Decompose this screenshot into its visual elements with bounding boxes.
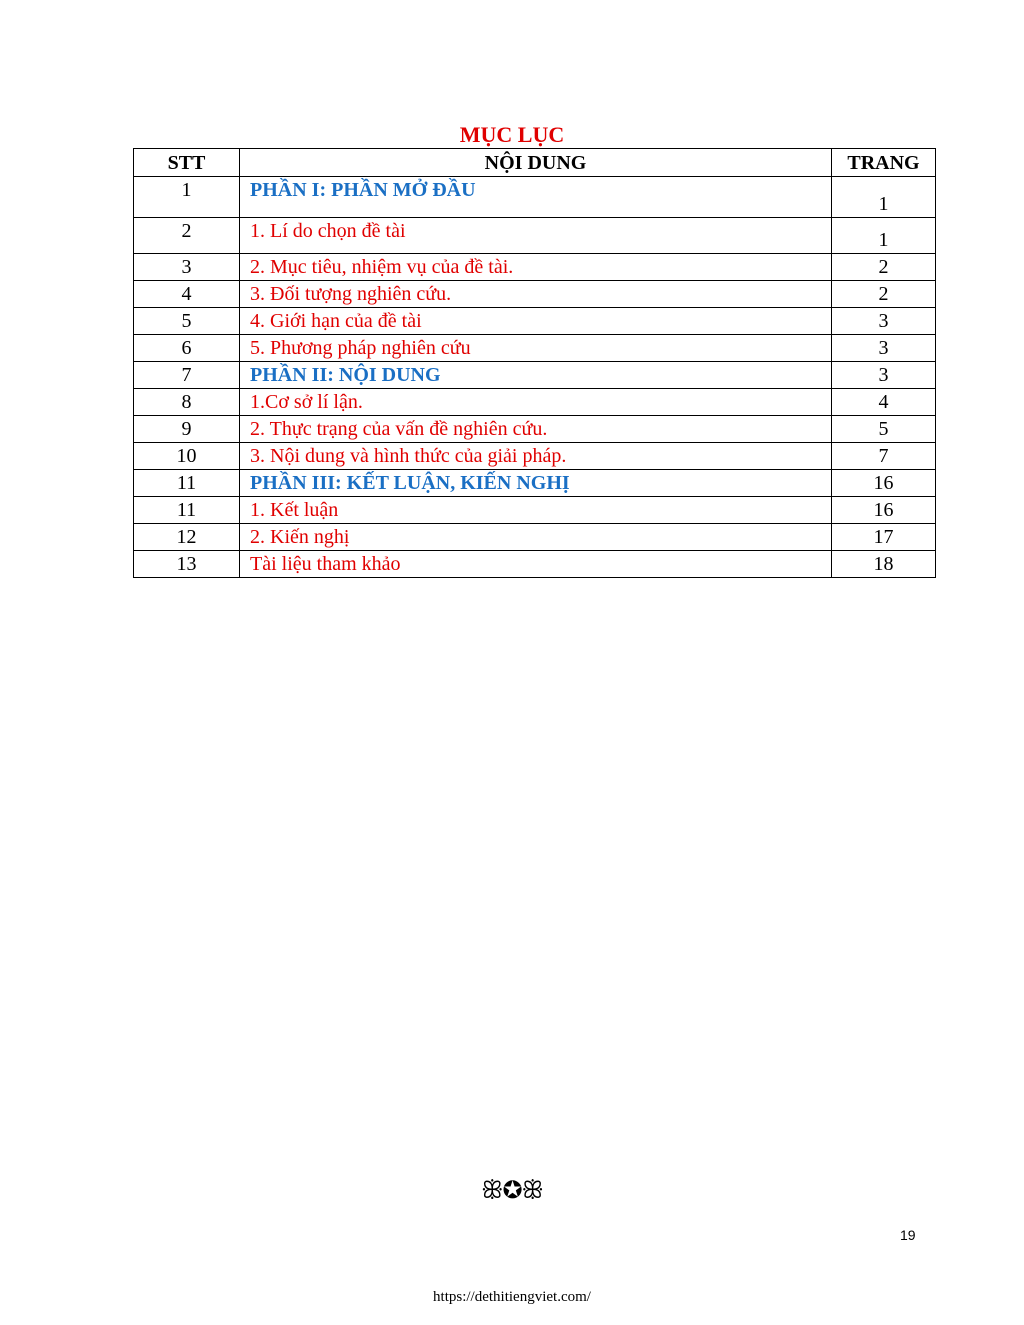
- table-row: [134, 362, 936, 389]
- row-stt: 5: [134, 308, 240, 335]
- row-content[interactable]: 4. Giới hạn của đề tài: [240, 308, 832, 335]
- row-content[interactable]: 1. Lí do chọn đề tài: [240, 218, 832, 254]
- row-stt: 3: [134, 254, 240, 281]
- table-row: [134, 551, 936, 578]
- row-stt: 8: [134, 389, 240, 416]
- row-page: 3: [832, 362, 936, 389]
- row-stt: 11: [134, 497, 240, 524]
- table-row: [134, 524, 936, 551]
- row-page: 2: [832, 254, 936, 281]
- row-page: 2: [832, 281, 936, 308]
- row-page: 1: [832, 218, 936, 254]
- row-stt: 10: [134, 443, 240, 470]
- row-content[interactable]: 2. Kiến nghị: [240, 524, 832, 551]
- row-stt: 1: [134, 177, 240, 218]
- row-stt: 2: [134, 218, 240, 254]
- row-content[interactable]: 2. Mục tiêu, nhiệm vụ của đề tài.: [240, 254, 832, 281]
- row-page: 3: [832, 308, 936, 335]
- row-content[interactable]: Tài liệu tham khảo: [240, 551, 832, 578]
- row-stt: 13: [134, 551, 240, 578]
- table-row: [134, 177, 936, 218]
- row-content[interactable]: 1.Cơ sở lí lận.: [240, 389, 832, 416]
- row-content[interactable]: 1. Kết luận: [240, 497, 832, 524]
- table-row: [134, 218, 936, 254]
- row-stt: 4: [134, 281, 240, 308]
- header-page: TRANG: [832, 149, 936, 177]
- decorative-ornament: ꕥ✪ꕥ: [481, 1176, 543, 1204]
- page-title: MỤC LỤC: [459, 122, 565, 147]
- footer-url[interactable]: https://dethitiengviet.com/: [433, 1289, 591, 1305]
- table-row: [134, 416, 936, 443]
- row-stt: 7: [134, 362, 240, 389]
- row-content[interactable]: 2. Thực trạng của vấn đề nghiên cứu.: [240, 416, 832, 443]
- table-row: [134, 470, 936, 497]
- row-stt: 9: [134, 416, 240, 443]
- table-row: [134, 308, 936, 335]
- row-stt: 6: [134, 335, 240, 362]
- row-page: 5: [832, 416, 936, 443]
- row-content[interactable]: PHẦN I: PHẦN MỞ ĐẦU: [240, 177, 832, 218]
- header-content: NỘI DUNG: [240, 149, 832, 177]
- table-row: [134, 389, 936, 416]
- row-stt: 11: [134, 470, 240, 497]
- table-row: [134, 335, 936, 362]
- row-page: 4: [832, 389, 936, 416]
- row-content[interactable]: 3. Đối tượng nghiên cứu.: [240, 281, 832, 308]
- page-number: 19: [900, 1227, 916, 1243]
- row-content[interactable]: PHẦN II: NỘI DUNG: [240, 362, 832, 389]
- row-content[interactable]: 5. Phương pháp nghiên cứu: [240, 335, 832, 362]
- row-stt: 12: [134, 524, 240, 551]
- table-row: [134, 497, 936, 524]
- row-page: 1: [832, 177, 936, 218]
- table-body: [134, 177, 936, 578]
- row-content[interactable]: 3. Nội dung và hình thức của giải pháp.: [240, 443, 832, 470]
- table-row: [134, 443, 936, 470]
- row-page: 17: [832, 524, 936, 551]
- row-page: 7: [832, 443, 936, 470]
- row-page: 16: [832, 470, 936, 497]
- row-page: 3: [832, 335, 936, 362]
- table-row: [134, 254, 936, 281]
- row-page: 18: [832, 551, 936, 578]
- table-header-row: [134, 149, 936, 177]
- row-page: 16: [832, 497, 936, 524]
- row-content[interactable]: PHẦN III: KẾT LUẬN, KIẾN NGHỊ: [240, 470, 832, 497]
- table-of-contents: [133, 148, 936, 578]
- header-stt: STT: [134, 149, 240, 177]
- table-row: [134, 281, 936, 308]
